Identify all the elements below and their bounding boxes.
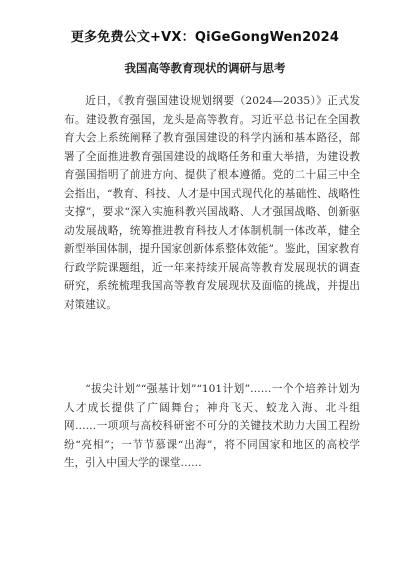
page-header: 更多免费公文+VX：QiGeGongWen2024 <box>70 30 340 45</box>
paragraph-1: 近日，《教育强国建设规划纲要（2024—2035）》正式发布。建设教育强国，龙头是高等教育。习近平总书记在全国教育大会上系统阐释了教育强国建设的科学内涵和基本路径，部署了全面推进教育强国建设的战略任务和重大举措，为建设教育强国指明了前进方向、提供了根本遵循。党的二十届三中全会指出，“教育、科技、人才是中国式现代化的基础性、战略性支撑”，要求“深入实施科教兴国战略、人才强国战略、创新驱动发展战略，统筹推进教育科技人才体制机制一体改革，健全新型举国体制，提升国家创新体系整体效能”。鉴此，国家教育行政学院课题组，近一年来持续开展高等教育发展现状的调查研究，系统梳理我国高等教育发展现状及面临的挑战，并提出对策建议。 <box>64 95 360 311</box>
paragraph-2: “拔尖计划”“强基计划”“101计划”……一个个培养计划为人才成长提供了广阔舞台；神舟飞天、蛟龙入海、北斗组网……一项项与高校科研密不可分的关键技术助力大国工程纷纷“亮相”；一节节慕课“出海”，将不同国家和地区的高校学生，引入中国大学的课堂…… <box>64 383 360 469</box>
document-title: 我国高等教育现状的调研与思考 <box>124 61 286 75</box>
